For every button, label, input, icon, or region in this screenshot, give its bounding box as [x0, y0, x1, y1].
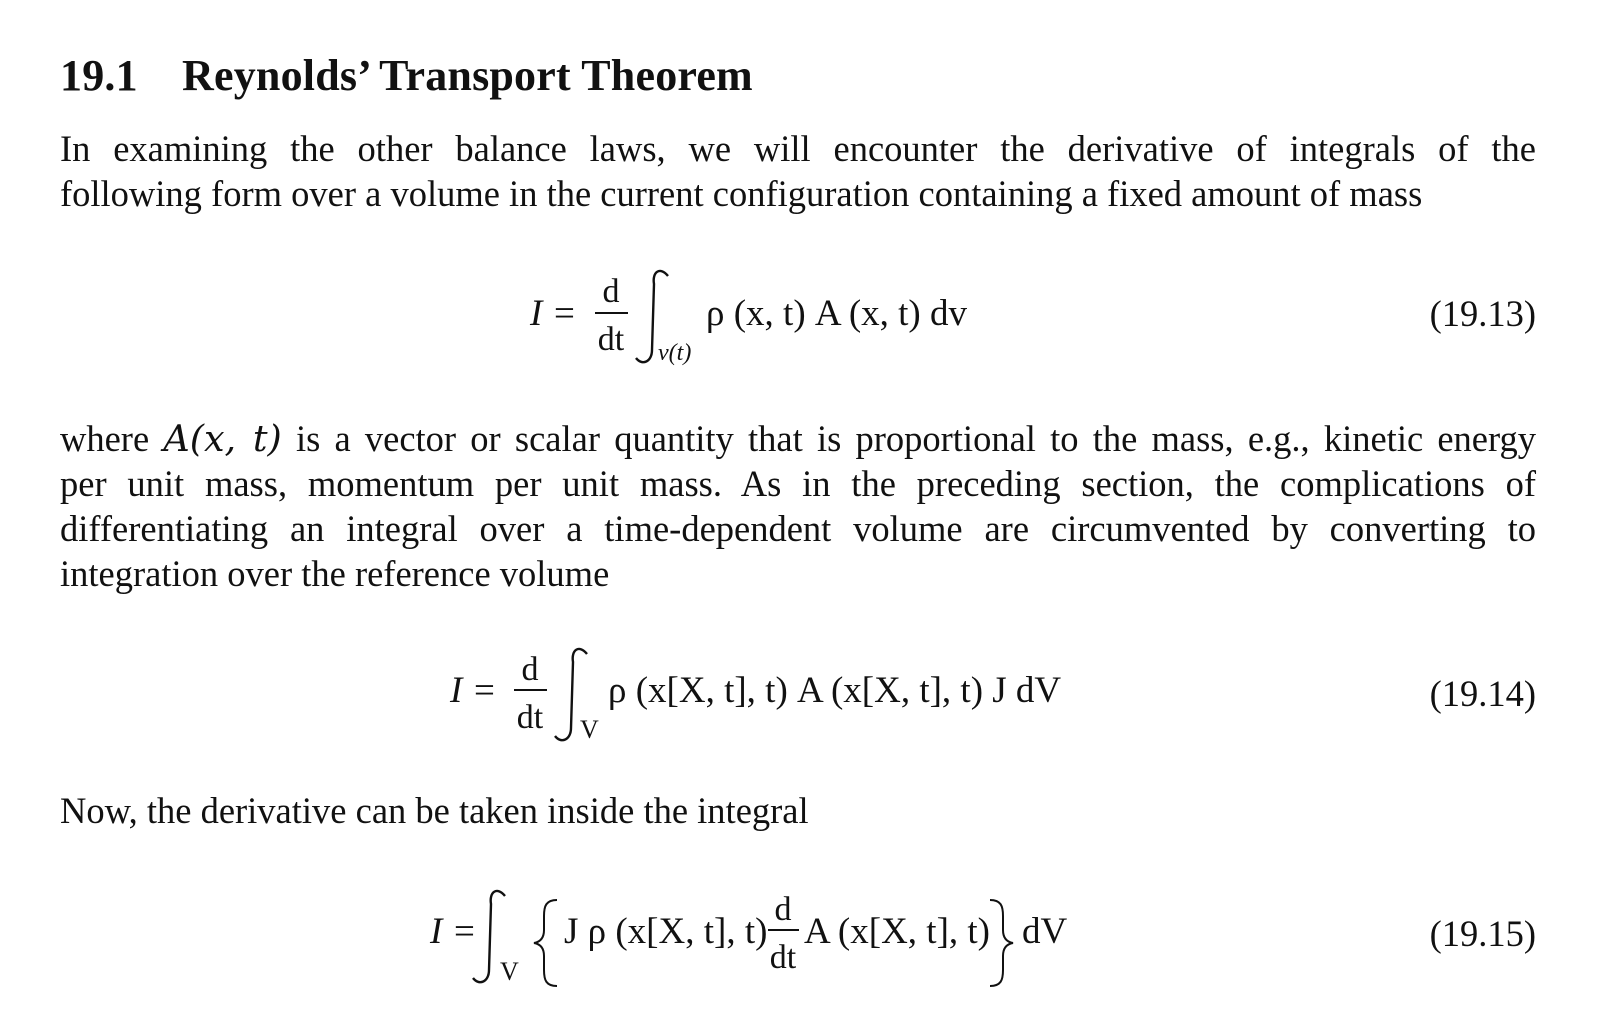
section-number: 19.1	[60, 51, 138, 100]
left-brace	[534, 900, 557, 986]
integrand: ρ (x[X, t], t) A (x[X, t], t) J dV	[608, 670, 1062, 711]
paragraph-line	[60, 416, 1536, 461]
derivative-denominator: dt	[516, 699, 544, 736]
differential: dV	[1022, 911, 1068, 952]
equation-lhs: I =	[430, 911, 477, 952]
paragraph-intro	[60, 126, 1536, 216]
equation-lhs: I =	[450, 670, 497, 711]
integrand: ρ (x, t) A (x, t) dv	[706, 293, 967, 334]
derivative-numerator: d	[774, 891, 792, 928]
equation-lhs: I =	[530, 293, 577, 334]
paragraph-line: Now, the derivative can be taken inside the integral	[60, 790, 809, 831]
right-brace	[990, 900, 1013, 986]
derivative-denominator: dt	[597, 321, 625, 358]
equation-number: (19.14)	[1429, 673, 1536, 714]
paragraph-line: following form over a volume in the current configuration containing a fixed amount of mass	[60, 173, 1423, 214]
section-title: Reynolds’ Transport Theorem	[182, 51, 753, 100]
paragraph-line: per unit mass, momentum per unit mass. As in the preceding section, the complications of	[60, 463, 1536, 504]
section-heading	[60, 50, 753, 101]
equation-19-15-math	[60, 870, 1536, 1010]
text-prefix: where	[60, 418, 150, 459]
paragraph-now	[60, 788, 1536, 833]
integrand-suffix: A (x[X, t], t)	[804, 911, 990, 952]
equation-19-15	[60, 870, 1536, 1000]
paragraph-line: In examining the other balance laws, we will encounter the derivative of integrals of the	[60, 128, 1536, 169]
integral-domain: v(t)	[658, 340, 692, 366]
equation-19-14	[60, 630, 1536, 760]
paragraph-where	[60, 416, 1536, 596]
integral-domain: V	[500, 957, 519, 986]
equation-number: (19.15)	[1429, 913, 1536, 954]
document-page	[60, 0, 1536, 1021]
integrand-prefix: J ρ (x[X, t], t)	[564, 911, 768, 952]
paragraph-line: differentiating an integral over a time-dependent volume are circumvented by converting to	[60, 508, 1536, 549]
equation-number: (19.13)	[1429, 293, 1536, 334]
derivative-numerator: d	[602, 273, 620, 310]
derivative-numerator: d	[521, 651, 539, 688]
text-suffix: is a vector or scalar quantity that is proportional to the mass, e.g., kinetic energy	[295, 418, 1537, 459]
derivative-denominator: dt	[769, 939, 797, 976]
equation-19-13	[60, 250, 1536, 380]
paragraph-line: integration over the reference volume	[60, 553, 610, 594]
integral-domain: V	[580, 715, 599, 744]
inline-math: A(x, t)	[163, 417, 282, 460]
equation-19-13-math	[60, 250, 1536, 380]
equation-19-14-math	[60, 630, 1536, 760]
